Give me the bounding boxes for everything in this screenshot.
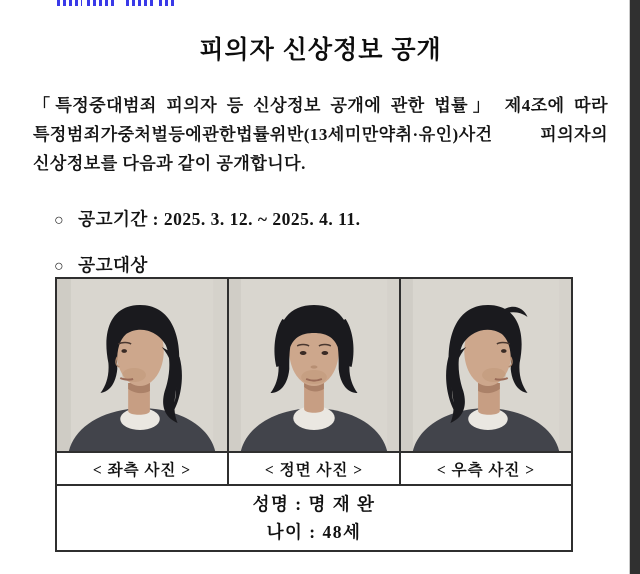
suspect-photo-right-profile: [401, 279, 571, 451]
photo-cell-left: [56, 278, 228, 452]
circle-bullet-icon: ○: [54, 258, 65, 275]
caption-left-photo: < 좌측 사진 >: [56, 452, 228, 485]
suspect-info-cell: [56, 485, 572, 551]
intro-line-1: 「특정중대범죄 피의자 등 신상정보 공개에 관한 법률」 제4조에 따라: [33, 96, 608, 115]
photo-cell-right: [400, 278, 572, 452]
notice-subject-text: 공고대상: [78, 255, 148, 275]
intro-line-3: 신상정보를 다음과 같이 공개합니다.: [33, 154, 306, 173]
suspect-name: 성명 : 명 재 완: [252, 494, 376, 514]
suspect-photo-front: [229, 279, 399, 451]
suspect-photo-table: [55, 277, 573, 552]
circle-bullet-icon: ○: [54, 212, 65, 229]
notice-document: [33, 0, 608, 277]
suspect-photo-left-profile: [57, 279, 227, 451]
caption-right-photo: < 우측 사진 >: [400, 452, 572, 485]
notice-period-text: 공고기간 : 2025. 3. 12. ~ 2025. 4. 11.: [78, 209, 361, 229]
caption-row: [56, 452, 572, 485]
page-title: 피의자 신상정보 공개: [199, 36, 442, 64]
photo-row: [56, 278, 572, 452]
intro-paragraph: [33, 91, 608, 178]
caption-front-photo: < 정면 사진 >: [228, 452, 400, 485]
intro-line-2: 특정범죄가중처벌등에관한법률위반(13세미만약취·유인)사건 피의자의: [33, 125, 608, 144]
info-row: [56, 485, 572, 551]
suspect-age: 나이 : 48세: [266, 522, 362, 542]
photo-cell-front: [228, 278, 400, 452]
notice-subject-row: [33, 252, 608, 277]
window-right-edge: [629, 0, 640, 574]
notice-period-row: [33, 206, 608, 231]
